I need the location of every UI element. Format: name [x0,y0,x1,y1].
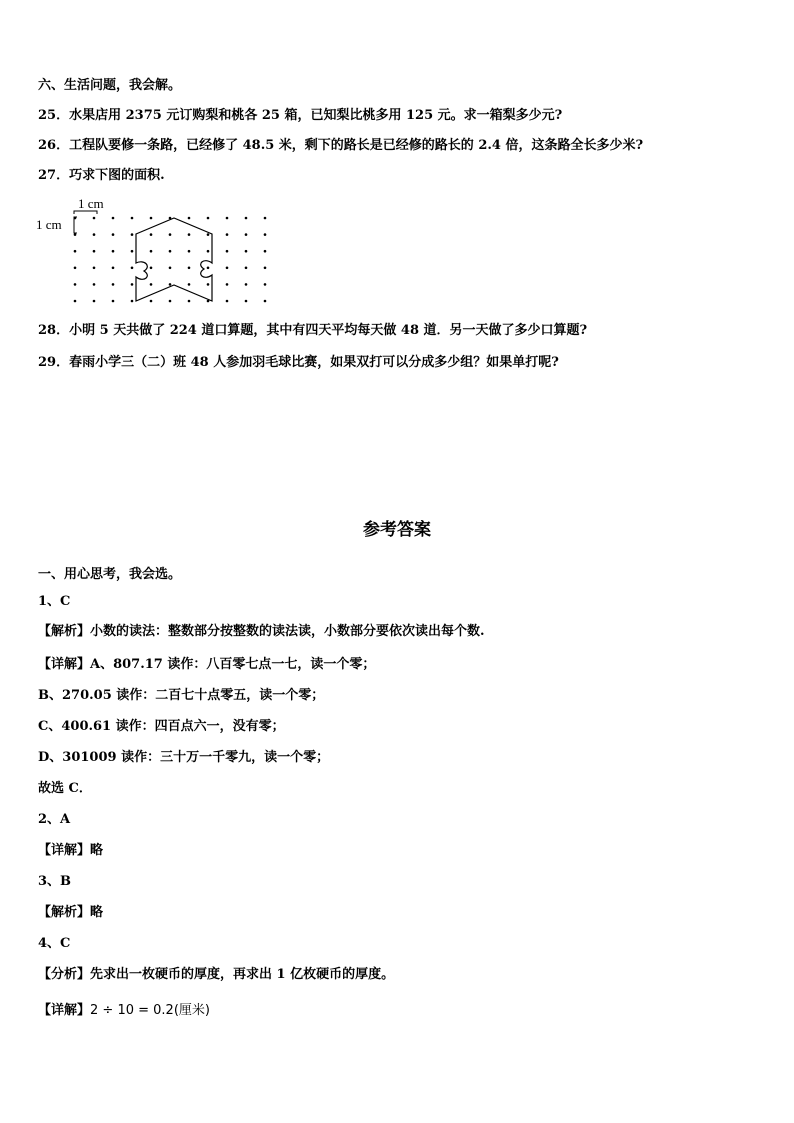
answer-1-d: D、301009 读作：三十万一千零九，读一个零； [38,750,330,765]
answer-1-c: C、400.61 读作：四百点六一，没有零； [38,719,285,734]
grid-dot [188,300,191,303]
answer-4-detail-formula: 2 ÷ 10 = 0.2(厘米) [90,1003,210,1018]
answer-1-analysis: 【解析】小数的读法：整数部分按整数的读法读，小数部分要依次读出每个数. [38,624,485,639]
grid-dot [169,283,172,286]
grid-dot [264,250,267,253]
shape-outline [136,218,212,301]
unit-bracket-top [74,211,97,214]
grid-dot [150,233,153,236]
answer-4: 4、C [38,936,71,951]
unit-label-left: 1 cm [36,217,62,232]
grid-dots [74,217,276,303]
grid-dot [264,217,267,220]
grid-dot [169,233,172,236]
grid-dot [226,217,229,220]
grid-dot [169,300,172,303]
grid-dot [226,250,229,253]
grid-dot [207,283,210,286]
grid-dot [169,250,172,253]
grid-dot [188,250,191,253]
grid-dot [226,300,229,303]
grid-dot [131,233,134,236]
grid-dot [226,283,229,286]
question-25: 25．水果店用 2375 元订购梨和桃各 25 箱，已知梨比桃多用 125 元。求一箱梨多少元? [38,108,563,123]
answer-2: 2、A [38,812,71,827]
grid-dot [245,267,248,270]
answers-title: 参考答案 [363,520,431,540]
grid-dot [112,283,115,286]
grid-dot [93,250,96,253]
grid-dot [245,250,248,253]
grid-dot [188,233,191,236]
answer-1-b: B、270.05 读作：二百七十点零五，读一个零； [38,688,325,703]
grid-dot [93,233,96,236]
grid-dot [226,267,229,270]
grid-dot [207,267,210,270]
grid-dot [150,283,153,286]
grid-dot [74,283,77,286]
question-26: 26．工程队要修一条路，已经修了 48.5 米，剩下的路长是已经修的路长的 2.4 倍，这条路全长多少米? [38,138,644,153]
grid-dot [131,250,134,253]
unit-bracket-left [74,217,77,233]
grid-dot [93,283,96,286]
answer-1-end: 故选 C． [38,781,92,796]
grid-dot [112,250,115,253]
grid-dot [74,300,77,303]
grid-dot [112,267,115,270]
answer-3: 3、B [38,874,72,889]
question-27: 27．巧求下图的面积. [38,168,165,183]
grid-dot [112,233,115,236]
answer-1-detail: 【详解】A、807.17 读作：八百零七点一七，读一个零； [38,657,376,672]
grid-dot [264,233,267,236]
grid-dot [188,267,191,270]
grid-dot [112,300,115,303]
dot-grid-svg [36,197,276,309]
grid-dot [188,283,191,286]
grid-dot [131,283,134,286]
grid-dot [245,300,248,303]
grid-dot [93,217,96,220]
grid-dot [245,217,248,220]
grid-dot [264,283,267,286]
question-29: 29．春雨小学三（二）班 48 人参加羽毛球比赛，如果双打可以分成多少组？如果单打呢? [38,355,559,370]
question-28: 28．小明 5 天共做了 224 道口算题，其中有四天平均每天做 48 道．另一天做了多少口算题? [38,323,588,338]
answers-section-heading: 一、用心思考，我会选。 [38,567,182,582]
grid-dot [131,217,134,220]
grid-dot [93,300,96,303]
answer-2-detail: 【详解】略 [38,843,104,858]
answer-3-analysis: 【解析】略 [38,905,104,920]
grid-dot [131,300,134,303]
grid-dot [74,250,77,253]
grid-dot [264,267,267,270]
grid-dot [150,267,153,270]
grid-dot [150,250,153,253]
grid-dot [245,233,248,236]
grid-dot [264,300,267,303]
grid-dot [207,250,210,253]
dot-grid-figure [36,197,276,309]
grid-dot [226,233,229,236]
unit-label-top: 1 cm [78,197,104,211]
grid-dot [150,300,153,303]
grid-dot [207,233,210,236]
answer-4-analysis: 【分析】先求出一枚硬币的厚度，再求出 1 亿枚硬币的厚度。 [38,967,395,982]
grid-dot [74,233,77,236]
grid-dot [207,217,210,220]
grid-dot [93,267,96,270]
grid-dot [131,267,134,270]
answer-4-detail [38,1003,210,1019]
grid-dot [169,267,172,270]
grid-dot [245,283,248,286]
answer-4-detail-prefix: 【详解】 [38,1003,91,1018]
grid-dot [150,217,153,220]
grid-dot [74,267,77,270]
grid-dot [112,217,115,220]
question-section-heading: 六、生活问题，我会解。 [38,78,182,93]
answer-1: 1、C [38,594,71,609]
grid-dot [188,217,191,220]
